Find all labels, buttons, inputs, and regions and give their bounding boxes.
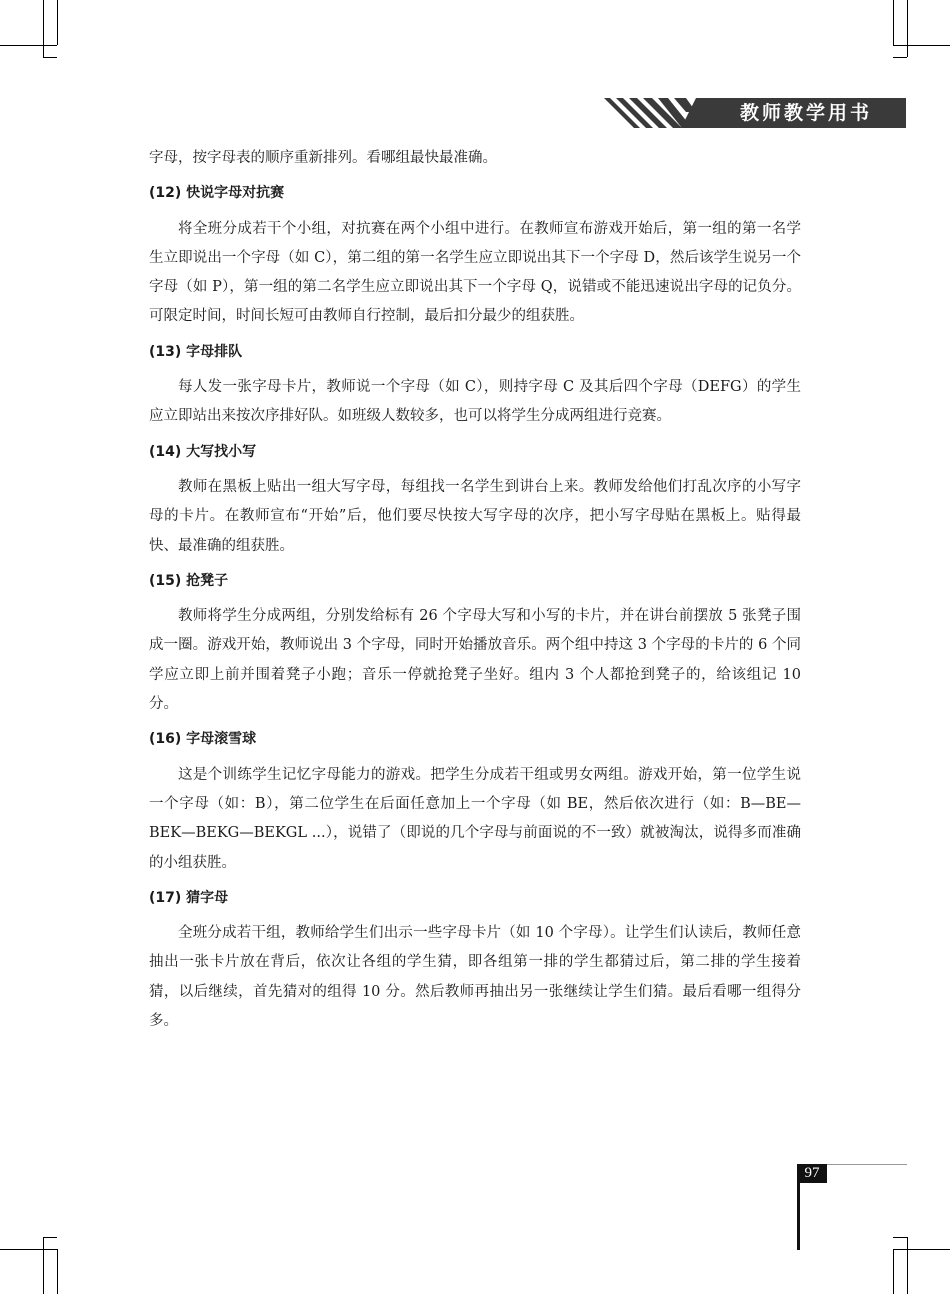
crop-mark bbox=[907, 0, 908, 57]
section-heading: (16) 字母滚雪球 bbox=[149, 731, 257, 748]
paragraph: 教师将学生分成两组，分别发给标有 26 个字母大写和小写的卡片，并在讲台前摆放 5 张凳子围成一圈。游戏开始，教师说出 3 个字母，同时开始播放音乐。两个组中持这 3 个字母的卡片的 6 个同学应立即上前并围着凳子小跑；音乐一停就抢凳子坐好。组内 3 个人都抢到凳子的，给该组记 10 分。 bbox=[149, 608, 801, 713]
crop-mark bbox=[893, 1237, 907, 1238]
section-heading: (15) 抢凳子 bbox=[149, 572, 229, 589]
header-title: 教师教学用书 bbox=[739, 102, 872, 124]
crop-mark bbox=[893, 1249, 894, 1294]
crop-mark bbox=[907, 1237, 908, 1294]
crop-mark bbox=[43, 1237, 44, 1294]
section-heading: (17) 猜字母 bbox=[149, 889, 229, 906]
paragraph: 字母，按字母表的顺序重新排列。看哪组最快最准确。 bbox=[149, 150, 497, 166]
crop-mark bbox=[57, 0, 58, 45]
crop-mark bbox=[43, 0, 44, 57]
crop-mark bbox=[893, 1249, 950, 1250]
crop-mark bbox=[0, 45, 57, 46]
paragraph: 将全班分成若干个小组，对抗赛在两个小组中进行。在教师宣布游戏开始后，第一组的第一名学生立即说出一个字母（如 C），第二组的第一名学生应立即说出其下一个字母 D，然后该学生说另一个字母（如 P），第一组的第二名学生应立即说出其下一个字母 Q，说错或不能迅速说出字母的记负分。可限定时间，时间长短可由教师自行控制，最后扣分最少的组获胜。 bbox=[149, 220, 801, 325]
paragraph: 这是个训练学生记忆字母能力的游戏。把学生分成若干组或男女两组。游戏开始，第一位学生说一个字母（如：B），第二位学生在后面任意加上一个字母（如 BE，然后依次进行（如：B—BE—BEK—BEKG—BEKGL ...），说错了（即说的几个字母与前面说的不一致）就被淘汰，说得多而准确的小组获胜。 bbox=[149, 766, 801, 871]
paragraph: 教师在黑板上贴出一组大写字母，每组找一名学生到讲台上来。教师发给他们打乱次序的小写字母的卡片。在教师宣布“开始”后，他们要尽快按大写字母的次序，把小写字母贴在黑板上。贴得最快、最准确的组获胜。 bbox=[149, 478, 801, 554]
paragraph: 全班分成若干组，教师给学生们出示一些字母卡片（如 10 个字母）。让学生们认读后，教师任意抽出一张卡片放在背后，依次让各组的学生猜，即各组第一排的学生都猜过后，第二排的学生接着猜，以后继续，首先猜对的组得 10 分。然后教师再抽出另一张继续让学生们猜。最后看哪一组得分多。 bbox=[149, 925, 801, 1030]
running-header bbox=[596, 98, 906, 128]
crop-mark bbox=[893, 57, 907, 58]
crop-mark bbox=[43, 1237, 57, 1238]
page-number: 97 bbox=[797, 1164, 827, 1183]
page-content bbox=[149, 144, 801, 1036]
section-heading: (13) 字母排队 bbox=[149, 343, 243, 360]
crop-mark bbox=[893, 45, 950, 46]
paragraph: 每人发一张字母卡片，教师说一个字母（如 C），则持字母 C 及其后四个字母（DEFG）的学生应立即站出来按次序排好队。如班级人数较多，也可以将学生分成两组进行竞赛。 bbox=[149, 379, 801, 425]
crop-mark bbox=[0, 1249, 57, 1250]
crop-mark bbox=[57, 1249, 58, 1294]
crop-mark bbox=[43, 57, 57, 58]
crop-mark bbox=[893, 0, 894, 45]
section-heading: (14) 大写找小写 bbox=[149, 443, 257, 460]
section-heading: (12) 快说字母对抗赛 bbox=[149, 185, 285, 202]
